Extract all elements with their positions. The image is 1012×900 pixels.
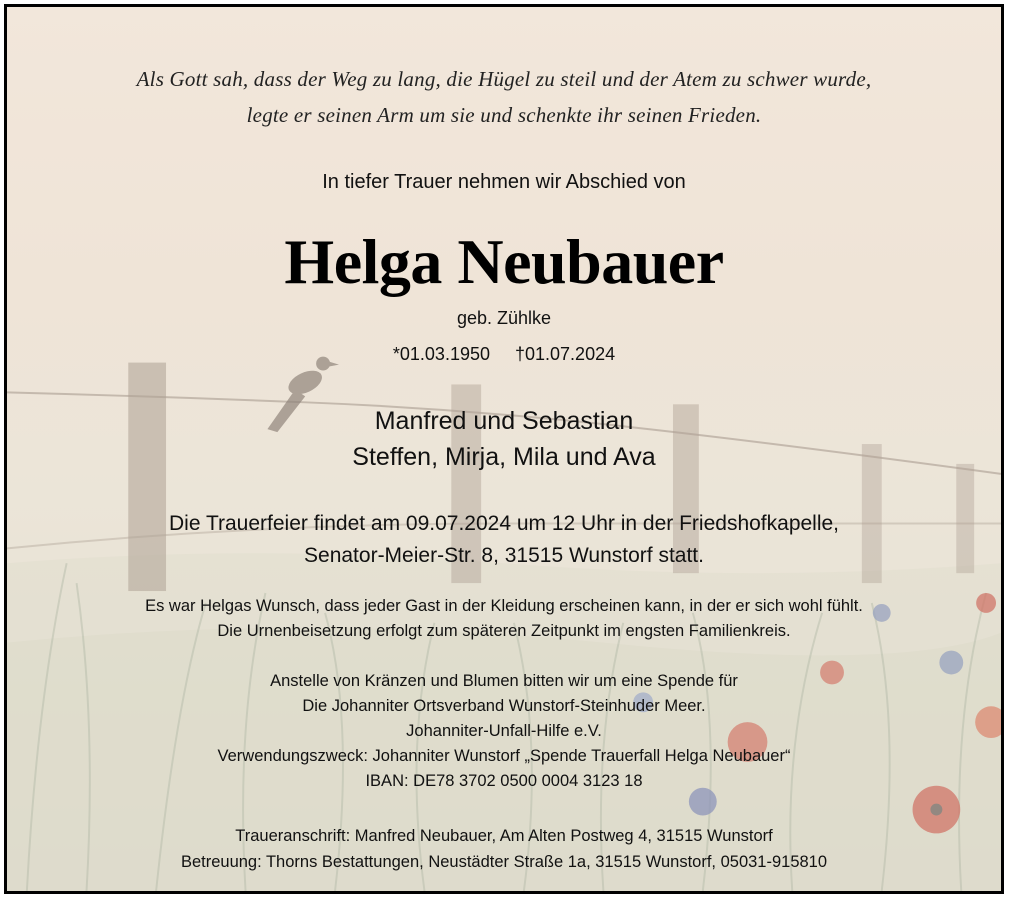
contact-care: Betreuung: Thorns Bestattungen, Neustädter Straße 1a, 31515 Wunstorf, 05031-915810	[180, 853, 828, 871]
donation-iban: IBAN: DE78 3702 0500 0004 3123 18	[365, 772, 643, 790]
family-line-1: Manfred und Sebastian	[374, 407, 634, 435]
donation-line-3: Johanniter-Unfall-Hilfe e.V.	[406, 722, 602, 740]
intro-text: In tiefer Trauer nehmen wir Abschied von	[322, 171, 686, 193]
donation-line-2: Die Johanniter Ortsverband Wunstorf-Steinhuder Meer.	[302, 697, 706, 715]
ceremony-line-2: Senator-Meier-Str. 8, 31515 Wunstorf statt.	[304, 544, 704, 567]
birth-date: *01.03.1950	[392, 344, 490, 364]
contact-address: Traueranschrift: Manfred Neubauer, Am Alten Postweg 4, 31515 Wunstorf	[235, 827, 773, 845]
poem-line-1: Als Gott sah, dass der Weg zu lang, die Hügel zu steil und der Atem zu schwer wurde,	[136, 67, 872, 91]
life-dates	[7, 344, 1001, 365]
birth-name: geb. Zühlke	[456, 308, 552, 328]
donation-line-1: Anstelle von Kränzen und Blumen bitten wir um eine Spende für	[270, 672, 738, 690]
family-line-2: Steffen, Mirja, Mila und Ava	[352, 443, 656, 471]
notes-line-2: Die Urnenbeisetzung erfolgt zum späteren Zeitpunkt im engsten Familienkreis.	[217, 622, 791, 640]
donation-line-4: Verwendungszweck: Johanniter Wunstorf „Spende Trauerfall Helga Neubauer“	[217, 747, 791, 765]
deceased-name: Helga Neubauer	[284, 226, 724, 297]
obituary-frame	[4, 4, 1004, 894]
ceremony-line-1: Die Trauerfeier findet am 09.07.2024 um 12 Uhr in der Friedshofkapelle,	[168, 512, 840, 535]
death-date: †01.07.2024	[515, 344, 616, 364]
poem-line-2: legte er seinen Arm um sie und schenkte ihr seinen Frieden.	[246, 103, 762, 127]
notes-line-1: Es war Helgas Wunsch, dass jeder Gast in der Kleidung erscheinen kann, in der er sich wohl fühlt.	[145, 597, 863, 615]
